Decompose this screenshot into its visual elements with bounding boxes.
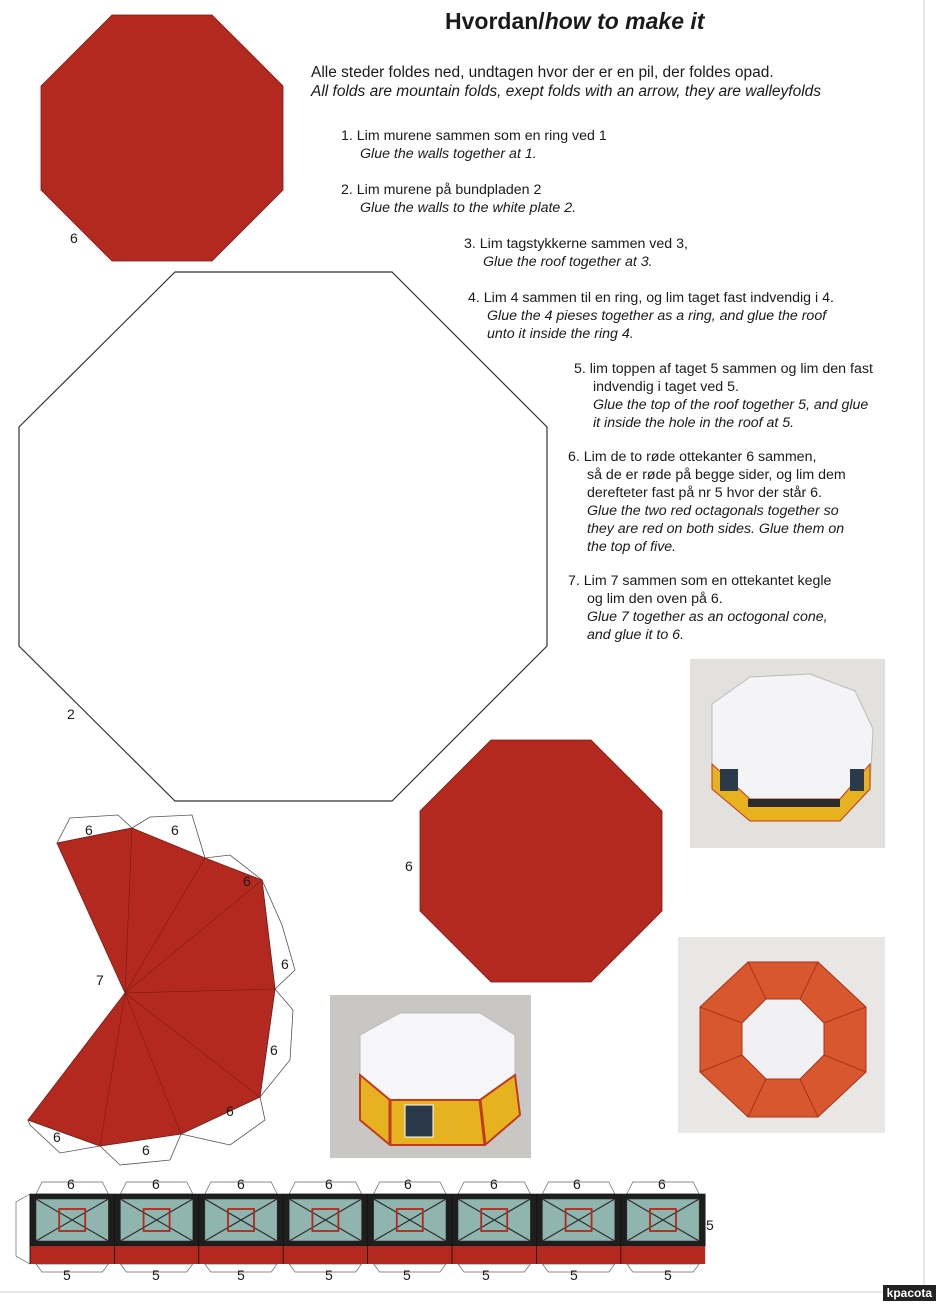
label-octagon-top: 6 [70,230,78,246]
step-danish: 7. Lim 7 sammen som en ottekantet kegle [568,573,832,589]
label-cone-tab: 6 [226,1103,234,1119]
strip-label-bottom: 5 [482,1267,490,1283]
strip-label-bottom: 5 [664,1267,672,1283]
step-danish: 2. Lim murene på bundpladen 2 [341,182,542,198]
step-danish: 1. Lim murene sammen som en ring ved 1 [341,128,607,144]
step-danish: så de er røde på begge sider, og lim dem [587,467,846,483]
label-cone-tab: 6 [270,1042,278,1058]
photo-walls-ring [690,659,885,848]
step-danish: derefteter fast på nr 5 hvor der står 6. [587,485,823,501]
intro-danish: Alle steder foldes ned, undtagen hvor der er en pil, der foldes opad. [311,64,774,81]
strip-label-top: 6 [325,1176,333,1192]
step-english: they are red on both sides. Glue them on [587,521,845,537]
strip-label-top: 6 [152,1176,160,1192]
label-octagon-middle: 6 [405,858,413,874]
watermark: kpacota [883,1285,936,1301]
label-cone-tab: 6 [85,822,93,838]
step-7 [568,572,831,644]
step-danish: 5. lim toppen af taget 5 sammen og lim den fast [574,361,873,377]
step-danish: 3. Lim tagstykkerne sammen ved 3, [464,236,688,252]
step-danish: 6. Lim de to røde ottekanter 6 sammen, [568,449,817,465]
strip-label-top: 6 [490,1176,498,1192]
strip-label-top: 6 [573,1176,581,1192]
strip-label-bottom: 5 [325,1267,333,1283]
strip-side-tab [16,1194,30,1264]
step-danish: og lim den oven på 6. [587,591,723,607]
title-english: how to make it [544,8,705,34]
strip-tab [36,1264,108,1272]
label-cone-tab: 6 [171,822,179,838]
step-english: the top of five. [587,539,677,555]
photo-roof [678,937,885,1133]
cone-piece [28,828,275,1146]
strip-label-bottom: 5 [237,1267,245,1283]
strip-label-top: 6 [404,1176,412,1192]
red-octagon-top [41,15,283,261]
label-cone-tab: 6 [281,956,289,972]
step-english: Glue the walls together at 1. [360,146,537,162]
strip-label-bottom: 5 [63,1267,71,1283]
step-english: and glue it to 6. [587,627,685,643]
strip-label-side: 5 [706,1217,714,1233]
label-cone-tab: 6 [53,1129,61,1145]
step-english: Glue the roof together at 3. [483,254,653,270]
label-cone-tab: 6 [243,873,251,889]
strip-tab [542,1264,614,1272]
label-cone-tab: 6 [142,1142,150,1158]
step-english: unto it inside the ring 4. [487,326,634,342]
intro-english: All folds are mountain folds, exept folds with an arrow, they are walleyfolds [311,83,822,100]
red-octagon-middle [420,740,662,982]
step-2 [341,181,576,217]
step-4 [468,289,834,343]
page-title [445,8,704,35]
strip-label-bottom: 5 [403,1267,411,1283]
step-english: Glue the top of the roof together 5, and glue [593,397,869,413]
step-english: Glue 7 together as an octogonal cone, [587,609,828,625]
strip-tab [627,1264,699,1272]
step-5 [574,360,873,432]
wall-strip [16,1182,705,1272]
step-1 [341,127,607,163]
step-danish: 4. Lim 4 sammen til en ring, og lim taget fast indvendig i 4. [468,290,834,306]
step-6 [568,448,846,556]
step-3 [464,235,688,271]
strip-tab [458,1264,530,1272]
step-english: Glue the 4 pieses together as a ring, and glue the roof [487,308,827,324]
strip-label-bottom: 5 [570,1267,578,1283]
strip-label-bottom: 5 [152,1267,160,1283]
strip-label-top: 6 [67,1176,75,1192]
strip-label-top: 6 [237,1176,245,1192]
intro [311,63,821,101]
title-danish: Hvordan/ [445,8,545,34]
label-plate: 2 [67,706,75,722]
photo-walls-on-plate [330,995,531,1158]
label-cone-center: 7 [96,972,104,988]
step-english: it inside the hole in the roof at 5. [593,415,795,431]
strip-label-top: 6 [658,1176,666,1192]
white-base-plate [19,272,547,801]
step-english: Glue the two red octagonals together so [587,503,839,519]
step-danish: indvendig i taget ved 5. [593,379,739,395]
step-english: Glue the walls to the white plate 2. [360,200,577,216]
